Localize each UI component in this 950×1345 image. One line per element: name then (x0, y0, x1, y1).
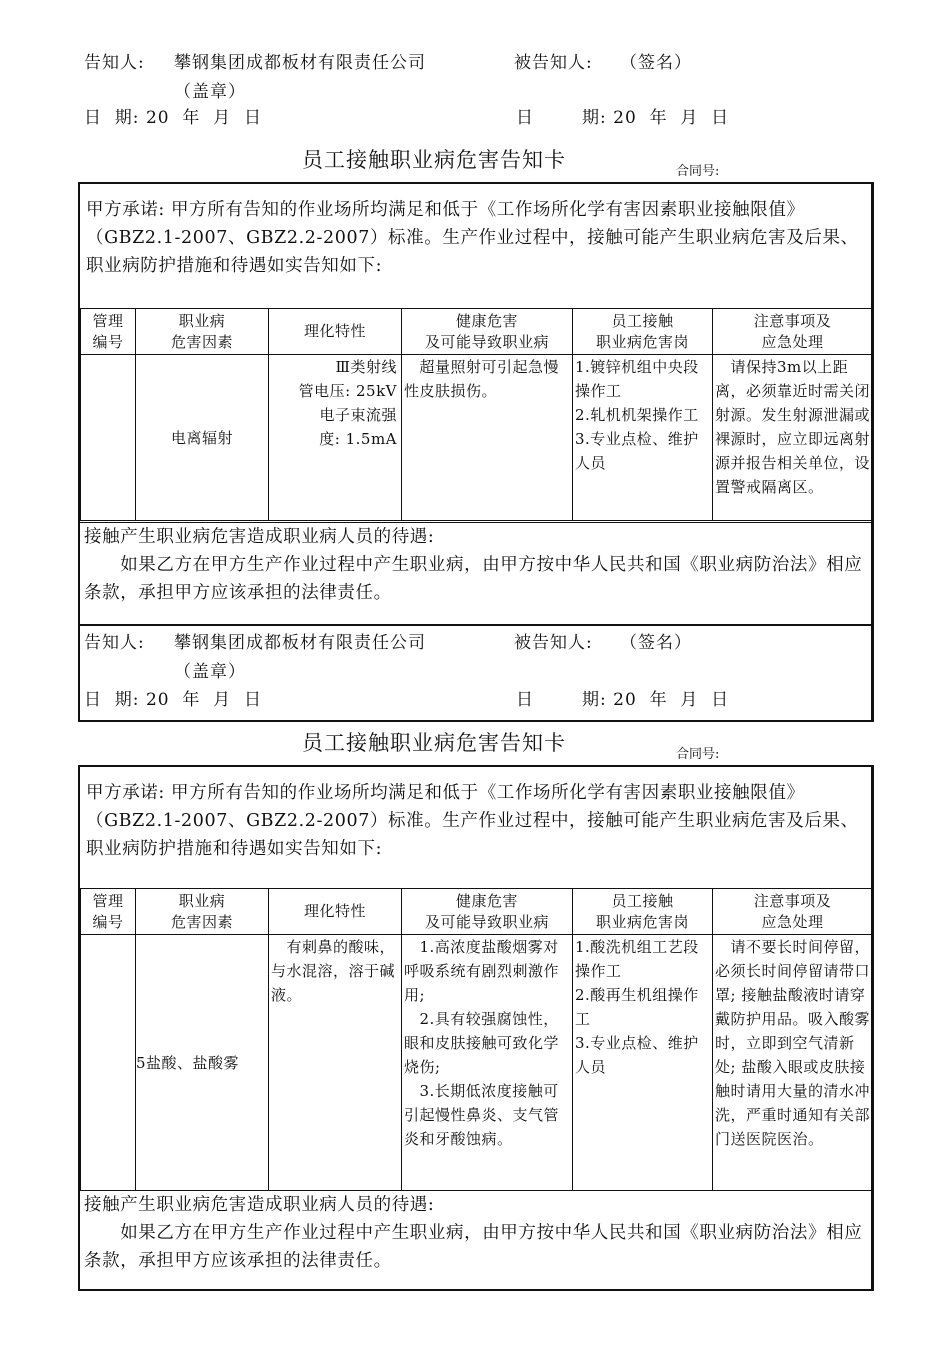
cell-precautions: 请不要长时间停留，必须长时间停留请带口罩; 接触盐酸液时请穿戴防护用品。吸入酸雾时，立即到空气清新处; 盐酸入眼或皮肤接触时请用大量的清水冲洗，严重时通知有关部门送医院医治。 (713, 935, 873, 1191)
header-exposed-posts: 员工接触 职业病危害岗 (573, 309, 713, 355)
date-right-day-char: 日 (516, 690, 534, 710)
header-mgmt-no: 管理 编号 (81, 889, 136, 935)
treatment-section (80, 522, 872, 626)
cell-properties: Ⅲ类射线 管电压: 25kV 电子束流强 度: 1.5mA (269, 355, 402, 521)
notice-card-1 (78, 182, 874, 722)
card-title: 员工接触职业病危害告知卡 (302, 731, 566, 755)
header-properties: 理化特性 (269, 889, 402, 935)
header-hazard-factor: 职业病 危害因素 (136, 309, 269, 355)
notice-card-2 (78, 765, 874, 1291)
cell-health-hazard: 超量照射可引起急慢性皮肤损伤。 (402, 355, 573, 521)
treatment-title: 接触产生职业病危害造成职业病人员的待遇: (84, 527, 435, 547)
header-mgmt-no: 管理 编号 (81, 309, 136, 355)
hazard-table (80, 308, 873, 521)
header-health-hazard: 健康危害 及可能导致职业病 (402, 309, 573, 355)
cell-hazard-factor: 5盐酸、盐酸雾 (136, 935, 269, 1191)
cell-properties: 有刺鼻的酸味，与水混溶，溶于碱液。 (269, 935, 402, 1191)
cell-exposed-posts: 1.镀锌机组中央段操作工 2.轧机机架操作工 3.专业点检、维护人员 (573, 355, 713, 521)
cell-precautions: 请保持3m以上距离，必须靠近时需关闭射源。发生射源泄漏或裸源时，应立即远离射源并报告相关单位，设置警戒隔离区。 (713, 355, 873, 521)
promise-text: 甲方承诺: 甲方所有告知的作业场所均满足和低于《工作场所化学有害因素职业接触限值》（GBZ2.1-2007、GBZ2.2-2007）标准。生产作业过程中，接触可能产生职业病危害及后果、职业病防护措施和待遇如实告知如下: (86, 200, 859, 276)
treatment-body: 如果乙方在甲方生产作业过程中产生职业病，由甲方按中华人民共和国《职业病防治法》相应条款，承担甲方应该承担的法律责任。 (84, 555, 863, 603)
card-title: 员工接触职业病危害告知卡 (302, 148, 566, 172)
date-right: 期: 20 年 月 日 (582, 108, 730, 128)
date-right: 期: 20 年 月 日 (582, 690, 730, 710)
seal-field[interactable]: （盖章） (174, 662, 246, 682)
header-hazard-factor: 职业病 危害因素 (136, 889, 269, 935)
treatment-title: 接触产生职业病危害造成职业病人员的待遇: (84, 1195, 435, 1215)
notified-label: 被告知人: (514, 633, 593, 653)
promise-text: 甲方承诺: 甲方所有告知的作业场所均满足和低于《工作场所化学有害因素职业接触限值》（GBZ2.1-2007、GBZ2.2-2007）标准。生产作业过程中，接触可能产生职业病危害及后果、职业病防护措施和待遇如实告知如下: (86, 783, 859, 859)
header-health-hazard: 健康危害 及可能导致职业病 (402, 889, 573, 935)
hazard-table (80, 888, 873, 1191)
signature-field[interactable]: （签名） (620, 633, 692, 653)
notifier-company: 攀钢集团成都板材有限责任公司 (174, 633, 426, 653)
notifier-company: 攀钢集团成都板材有限责任公司 (174, 53, 426, 73)
date-left: 日 期: 20 年 月 日 (84, 690, 262, 710)
table-header-row (81, 889, 873, 935)
seal-field[interactable]: （盖章） (174, 82, 246, 102)
table-row (81, 935, 873, 1191)
notifier-label: 告知人: (84, 633, 145, 653)
date-right-day-char: 日 (516, 108, 534, 128)
cell-health-hazard: 1.高浓度盐酸烟雾对呼吸系统有剧烈刺激作用; 2.具有较强腐蚀性，眼和皮肤接触可致化学烧伤; 3.长期低浓度接触可引起慢性鼻炎、支气管炎和牙酸蚀病。 (402, 935, 573, 1191)
treatment-section (80, 1190, 872, 1291)
header-precautions: 注意事项及 应急处理 (713, 889, 873, 935)
table-header-row (81, 309, 873, 355)
header-exposed-posts: 员工接触 职业病危害岗 (573, 889, 713, 935)
table-row (81, 355, 873, 521)
header-precautions: 注意事项及 应急处理 (713, 309, 873, 355)
treatment-body: 如果乙方在甲方生产作业过程中产生职业病，由甲方按中华人民共和国《职业病防治法》相应条款，承担甲方应该承担的法律责任。 (84, 1223, 863, 1271)
contract-number-label: 合同号: (676, 164, 720, 179)
notified-label: 被告知人: (514, 53, 593, 73)
cell-mgmt-no (81, 935, 136, 1191)
card-signature-block (80, 624, 872, 724)
contract-number-label: 合同号: (676, 747, 720, 762)
cell-hazard-factor: 电离辐射 (136, 355, 269, 521)
signature-field[interactable]: （签名） (620, 53, 692, 73)
header-properties: 理化特性 (269, 309, 402, 355)
cell-exposed-posts: 1.酸洗机组工艺段操作工 2.酸再生机组操作工 3.专业点检、维护人员 (573, 935, 713, 1191)
cell-mgmt-no (81, 355, 136, 521)
date-left: 日 期: 20 年 月 日 (84, 108, 262, 128)
notifier-label: 告知人: (84, 53, 145, 73)
